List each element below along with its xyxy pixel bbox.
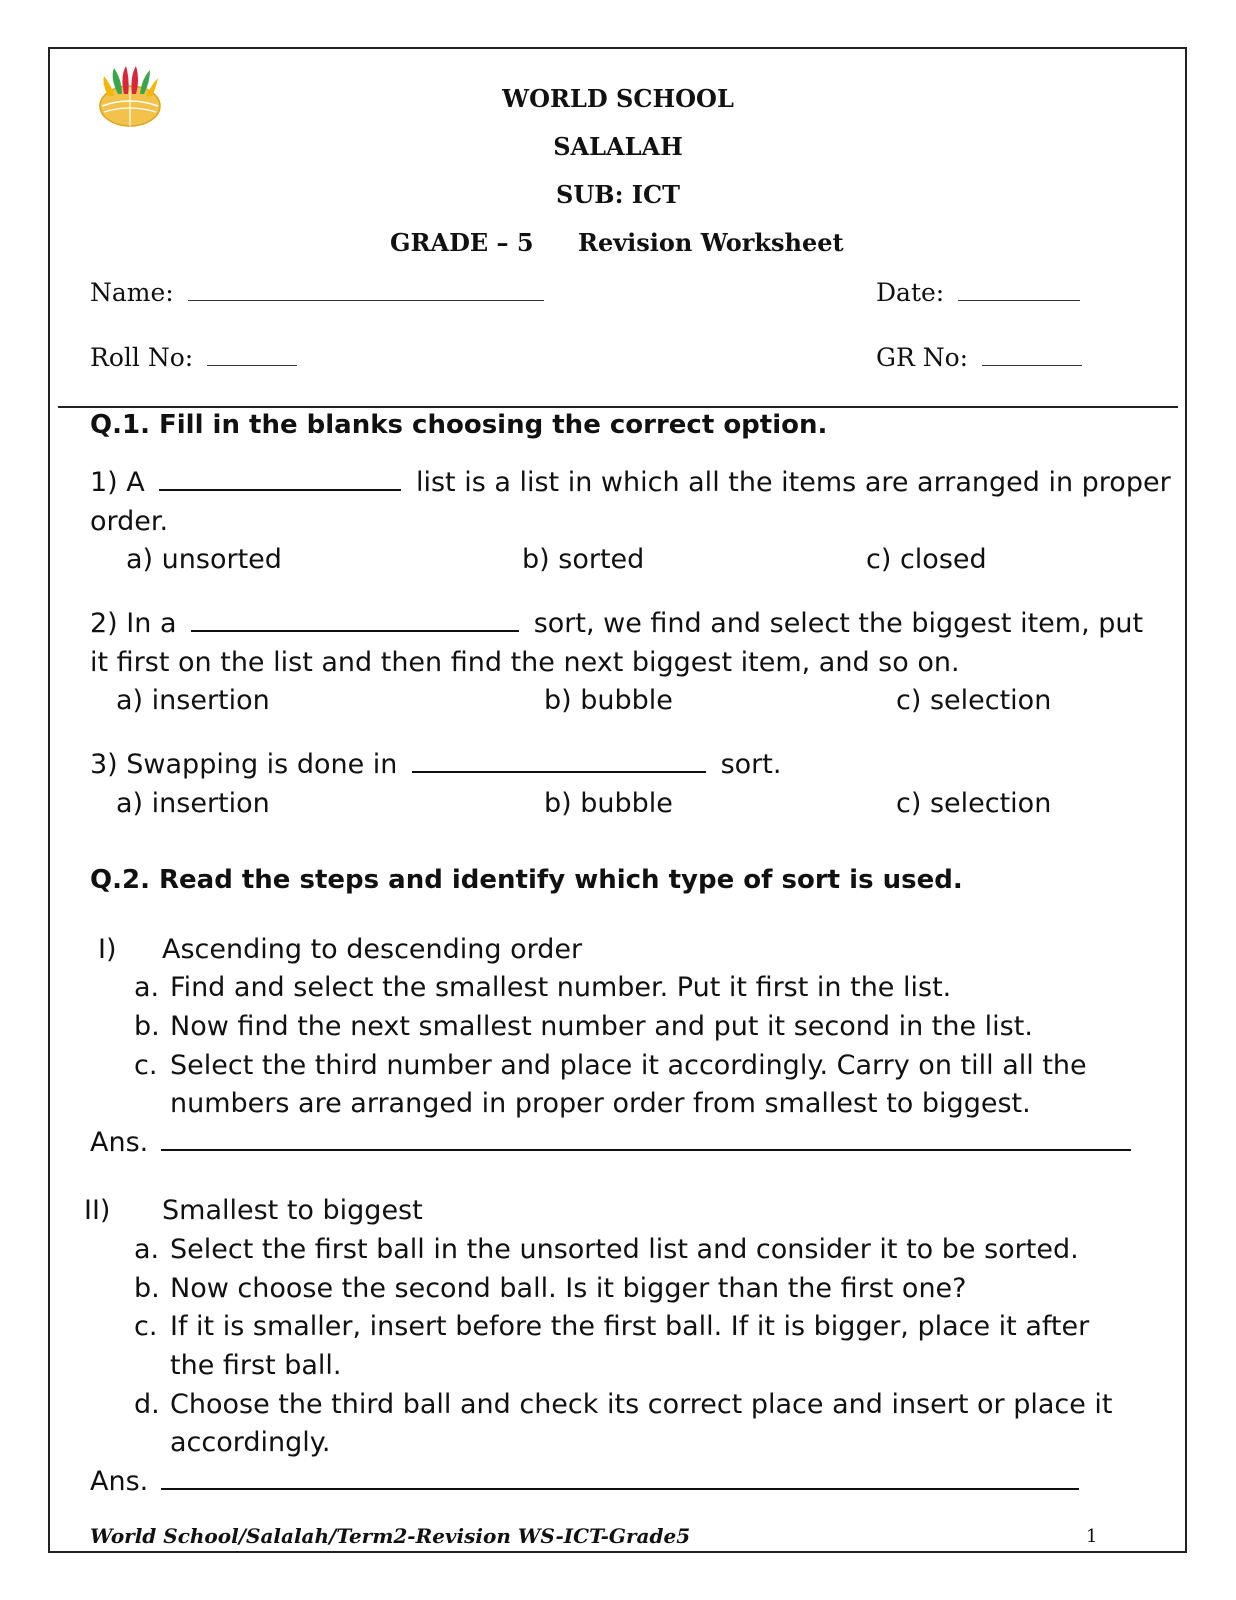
q1-item-3-blank[interactable] bbox=[412, 771, 706, 773]
q1-item-3-suffix: sort. bbox=[720, 749, 782, 780]
q2-part-1-answer-label: Ans. bbox=[90, 1127, 149, 1158]
header-divider bbox=[58, 406, 1178, 408]
q2-part-2-answer-label: Ans. bbox=[90, 1466, 149, 1497]
q2-part-2-step-d: Choose the third ball and check its correct place and insert or place it bbox=[170, 1389, 1113, 1420]
q2-part-2-step-a: Select the first ball in the unsorted list and consider it to be sorted. bbox=[170, 1234, 1079, 1265]
date-label: Date: bbox=[876, 278, 945, 307]
q2-part-2-step-d-letter: d. bbox=[134, 1389, 160, 1420]
q2-part-1-step-b: Now find the next smallest number and put it second in the list. bbox=[170, 1011, 1033, 1042]
q1-heading: Q.1. Fill in the blanks choosing the correct option. bbox=[90, 410, 828, 440]
q2-part-2-step-b-letter: b. bbox=[134, 1273, 160, 1304]
name-label: Name: bbox=[90, 278, 174, 307]
grade-label: GRADE – 5 bbox=[390, 228, 534, 257]
q1-item-2 bbox=[90, 608, 1143, 639]
q2-part-1-step-c: Select the third number and place it accordingly. Carry on till all the bbox=[170, 1050, 1087, 1081]
q1-item-2-prefix: 2) In a bbox=[90, 608, 177, 639]
q1-item-3-option-a: a) insertion bbox=[116, 788, 270, 819]
q1-item-3 bbox=[90, 749, 781, 780]
q1-item-1-cont: order. bbox=[90, 506, 169, 537]
q2-part-2-step-c: If it is smaller, insert before the first ball. If it is bigger, place it after bbox=[170, 1311, 1090, 1342]
q2-heading: Q.2. Read the steps and identify which type of sort is used. bbox=[90, 865, 963, 895]
q2-part-1-answer[interactable] bbox=[90, 1127, 1131, 1158]
q1-item-3-option-b: b) bubble bbox=[544, 788, 673, 819]
q1-item-2-suffix: sort, we find and select the biggest item, put bbox=[533, 608, 1144, 639]
q1-item-1-option-a: a) unsorted bbox=[126, 544, 282, 575]
q1-item-1-blank[interactable] bbox=[159, 489, 401, 491]
q2-part-1-answer-blank[interactable] bbox=[161, 1149, 1131, 1151]
q1-item-2-option-a: a) insertion bbox=[116, 685, 270, 716]
q1-item-1-option-b: b) sorted bbox=[522, 544, 645, 575]
q1-item-1-option-c: c) closed bbox=[866, 544, 987, 575]
q1-item-1 bbox=[90, 467, 1171, 498]
q1-item-2-blank[interactable] bbox=[191, 630, 519, 632]
q2-part-1-title: Ascending to descending order bbox=[162, 934, 583, 965]
name-blank[interactable] bbox=[188, 300, 544, 301]
q2-part-1-numeral: I) bbox=[98, 934, 117, 965]
q1-item-2-option-c: c) selection bbox=[896, 685, 1052, 716]
q2-part-1-step-a-letter: a. bbox=[134, 972, 160, 1003]
page-number: 1 bbox=[1086, 1526, 1098, 1547]
school-name: WORLD SCHOOL bbox=[502, 84, 734, 113]
q1-item-1-suffix: list is a list in which all the items are arranged in proper bbox=[415, 467, 1171, 498]
worksheet-title: Revision Worksheet bbox=[578, 228, 844, 257]
q1-item-3-prefix: 3) Swapping is done in bbox=[90, 749, 398, 780]
footer-path: World School/Salalah/Term2-Revision WS-ICT-Grade5 bbox=[90, 1524, 691, 1548]
q2-part-2-answer[interactable] bbox=[90, 1466, 1079, 1497]
q2-part-2-step-d-cont: accordingly. bbox=[170, 1427, 331, 1458]
q2-part-1-step-a: Find and select the smallest number. Put it first in the list. bbox=[170, 972, 952, 1003]
q2-part-1-step-b-letter: b. bbox=[134, 1011, 160, 1042]
q2-part-2-title: Smallest to biggest bbox=[162, 1195, 423, 1226]
gr-blank[interactable] bbox=[982, 365, 1082, 366]
q2-part-1-step-c-cont: numbers are arranged in proper order from smallest to biggest. bbox=[170, 1088, 1031, 1119]
q1-item-2-option-b: b) bubble bbox=[544, 685, 673, 716]
roll-label: Roll No: bbox=[90, 343, 194, 372]
q1-item-2-cont: it first on the list and then find the next biggest item, and so on. bbox=[90, 647, 960, 678]
q2-part-1-step-c-letter: c. bbox=[134, 1050, 158, 1081]
q1-item-3-option-c: c) selection bbox=[896, 788, 1052, 819]
gr-field[interactable] bbox=[876, 343, 1082, 372]
gr-label: GR No: bbox=[876, 343, 969, 372]
q2-part-2-step-c-cont: the first ball. bbox=[170, 1350, 342, 1381]
school-city: SALALAH bbox=[553, 132, 683, 161]
q2-part-2-step-b: Now choose the second ball. Is it bigger than the first one? bbox=[170, 1273, 967, 1304]
subject-label: SUB: ICT bbox=[556, 180, 680, 209]
q2-part-2-step-a-letter: a. bbox=[134, 1234, 160, 1265]
name-field[interactable] bbox=[90, 278, 544, 307]
q2-part-2-step-c-letter: c. bbox=[134, 1311, 158, 1342]
q1-item-1-prefix: 1) A bbox=[90, 467, 145, 498]
q2-part-2-numeral: II) bbox=[84, 1195, 111, 1226]
q2-part-2-answer-blank[interactable] bbox=[161, 1488, 1079, 1490]
roll-field[interactable] bbox=[90, 343, 297, 372]
date-field[interactable] bbox=[876, 278, 1080, 307]
roll-blank[interactable] bbox=[207, 365, 297, 366]
date-blank[interactable] bbox=[958, 300, 1080, 301]
